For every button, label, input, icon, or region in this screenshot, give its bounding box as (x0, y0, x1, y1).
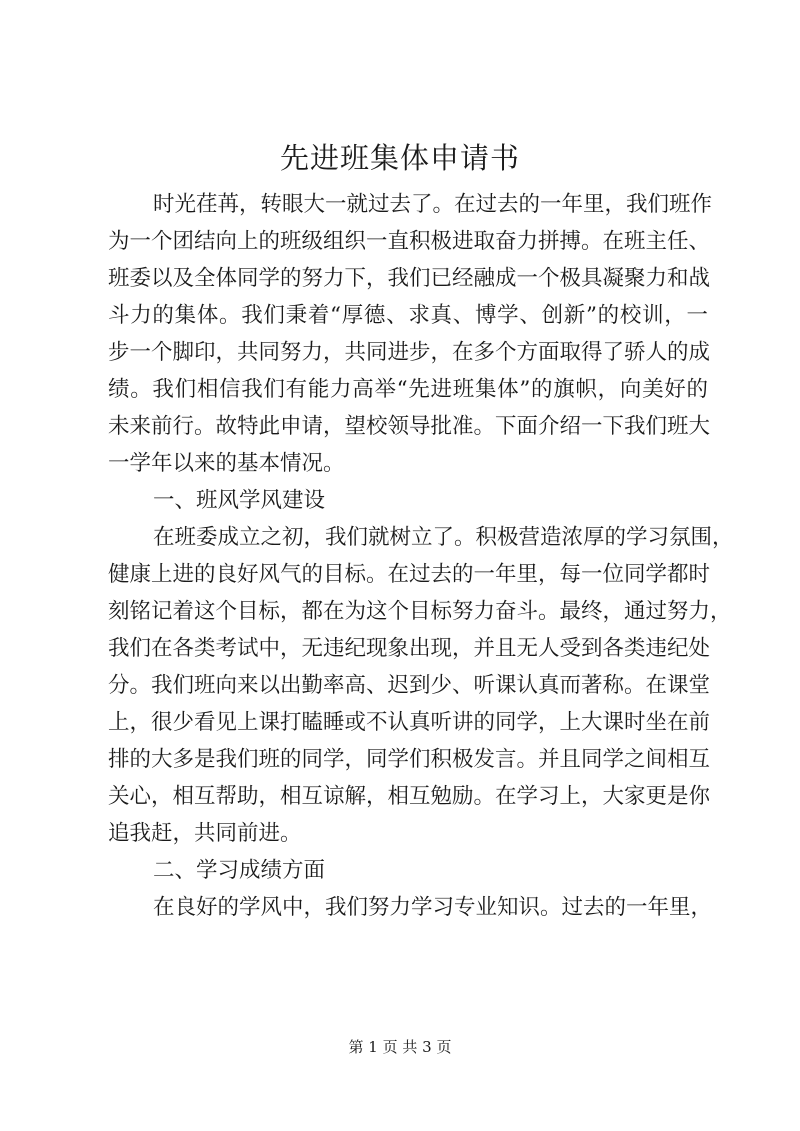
text-line: 未来前行。故特此申请，望校领导批准。下面介绍一下我们班大 (108, 414, 711, 439)
document-body (108, 186, 734, 926)
text-line: 分。我们班向来以出勤率高、迟到少、听课认真而著称。在课堂 (108, 673, 711, 698)
text-line: 追我赶，共同前进。 (108, 821, 302, 846)
text-line: 上，很少看见上课打瞌睡或不认真听讲的同学，上大课时坐在前 (108, 710, 711, 735)
text-line: 刻铭记着这个目标，都在为这个目标努力奋斗。最终，通过努力， (108, 599, 732, 624)
text-line: 健康上进的良好风气的目标。在过去的一年里，每一位同学都时 (108, 562, 711, 587)
text-line: 在良好的学风中，我们努力学习专业知识。过去的一年里， (153, 895, 713, 920)
text-line: 关心，相互帮助，相互谅解，相互勉励。在学习上，大家更是你 (108, 784, 711, 809)
document-title: 先进班集体申请书 (279, 141, 520, 175)
text-line: 斗力的集体。我们秉着“厚德、求真、博学、创新”的校训，一 (108, 303, 708, 328)
text-line: 二、学习成绩方面 (153, 858, 326, 883)
text-line: 一学年以来的基本情况。 (108, 451, 345, 476)
text-line: 为一个团结向上的班级组织一直积极进取奋力拼搏。在班主任、 (108, 229, 711, 254)
page-footer: 第 1 页 共 3 页 (348, 1038, 452, 1056)
text-line: 一、班风学风建设 (153, 488, 326, 513)
text-line: 班委以及全体同学的努力下，我们已经融成一个极具凝聚力和战 (108, 266, 711, 291)
text-line: 步一个脚印，共同努力，共同进步，在多个方面取得了骄人的成 (108, 340, 711, 365)
text-line: 我们在各类考试中，无违纪现象出现，并且无人受到各类违纪处 (108, 636, 711, 661)
text-line: 时光荏苒，转眼大一就过去了。在过去的一年里，我们班作 (153, 192, 713, 217)
text-line: 绩。我们相信我们有能力高举“先进班集体”的旗帜，向美好的 (108, 377, 708, 402)
text-line: 排的大多是我们班的同学，同学们积极发言。并且同学之间相互 (108, 747, 711, 772)
text-line: 在班委成立之初，我们就树立了。积极营造浓厚的学习氛围， (153, 525, 734, 550)
